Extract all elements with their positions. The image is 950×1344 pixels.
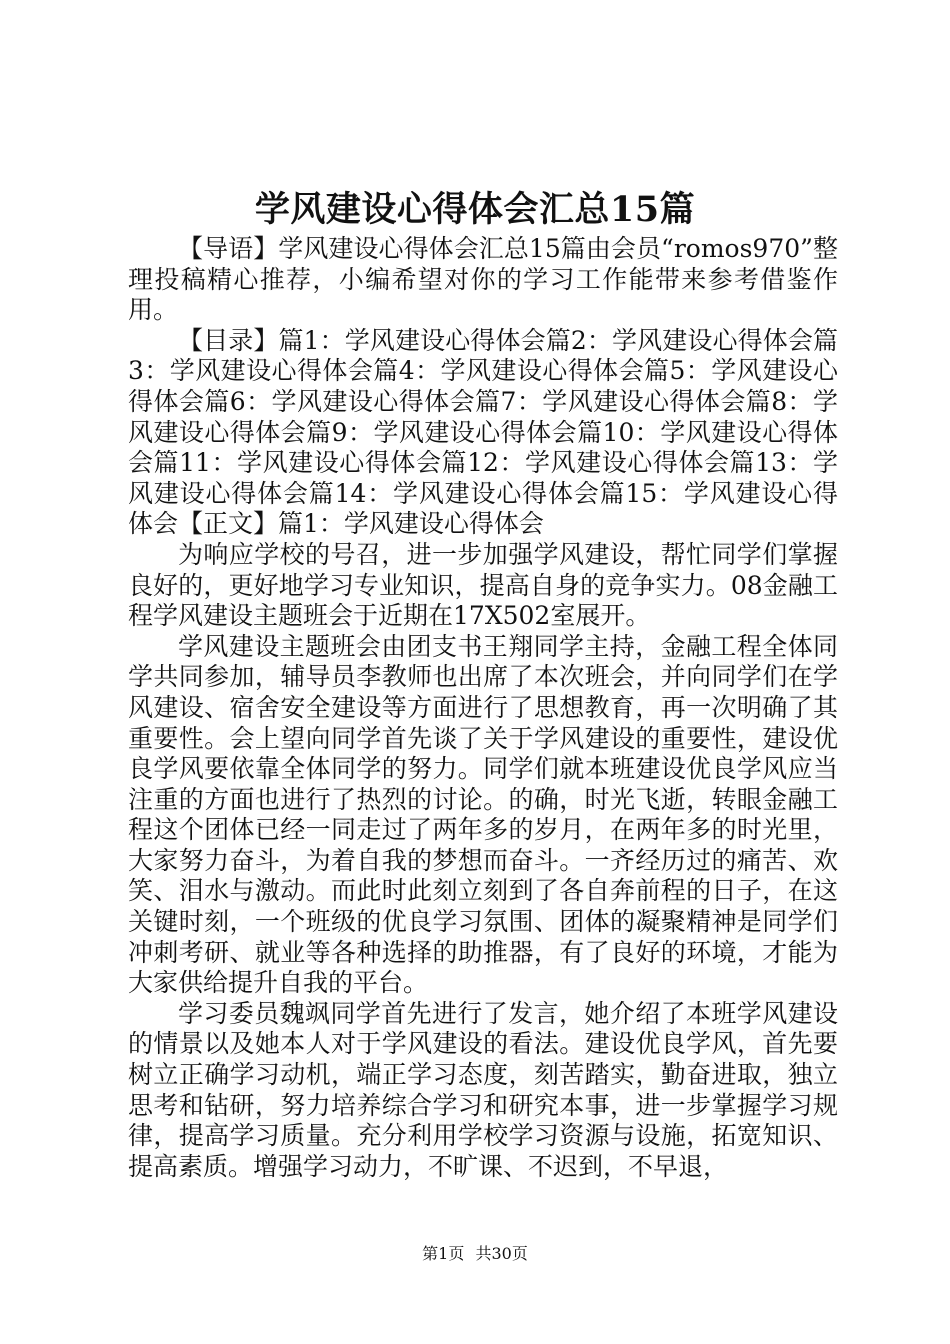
document-body [128, 234, 838, 1182]
body-paragraph: 为响应学校的号召，进一步加强学风建设，帮忙同学们掌握良好的，更好地学习专业知识，提高自身的竞争实力。08金融工程学风建设主题班会于近期在17X502室展开。 [128, 539, 838, 631]
body-paragraph: 学风建设主题班会由团支书王翔同学主持，金融工程全体同学共同参加，辅导员李教师也出席了本次班会，并向同学们在学风建设、宿舍安全建设等方面进行了思想教育，再一次明确了其重要性。会上望向同学首先谈了关于学风建设的重要性，建设优良学风要依靠全体同学的努力。同学们就本班建设优良学风应当注重的方面也进行了热烈的讨论。的确，时光飞逝，转眼金融工程这个团体已经一同走过了两年多的岁月，在两年多的时光里，大家努力奋斗，为着自我的梦想而奋斗。一齐经历过的痛苦、欢笑、泪水与激动。而此时此刻立刻到了各自奔前程的日子，在这关键时刻，一个班级的优良学习氛围、团体的凝聚精神是同学们冲刺考研、就业等各种选择的助推器，有了良好的环境，才能为大家供给提升自我的平台。 [128, 631, 838, 998]
page-total: 共30页 [475, 1244, 528, 1263]
intro-paragraph: 【导语】学风建设心得体会汇总15篇由会员“romos970”整理投稿精心推荐，小编希望对你的学习工作能带来参考借鉴作用。 [128, 234, 838, 325]
page-number: 第1页 [422, 1244, 465, 1263]
document-title: 学风建设心得体会汇总15篇 [254, 189, 696, 230]
toc-paragraph: 【目录】篇1：学风建设心得体会篇2：学风建设心得体会篇3：学风建设心得体会篇4：学风建设心得体会篇5：学风建设心得体会篇6：学风建设心得体会篇7：学风建设心得体会篇8：学风建设心得体会篇9：学风建设心得体会篇10：学风建设心得体会篇11：学风建设心得体会篇12：学风建设心得体会篇13：学风建设心得体会篇14：学风建设心得体会篇15：学风建设心得体会【正文】篇1：学风建设心得体会 [128, 325, 838, 539]
body-paragraph: 学习委员魏飒同学首先进行了发言，她介绍了本班学风建设的情景以及她本人对于学风建设的看法。建设优良学风，首先要树立正确学习动机，端正学习态度，刻苦踏实，勤奋进取，独立思考和钻研，努力培养综合学习和研究本事，进一步掌握学习规律，提高学习质量。充分利用学校学习资源与设施，拓宽知识、提高素质。增强学习动力，不旷课、不迟到，不早退， [128, 998, 838, 1181]
page-footer [0, 1243, 950, 1265]
